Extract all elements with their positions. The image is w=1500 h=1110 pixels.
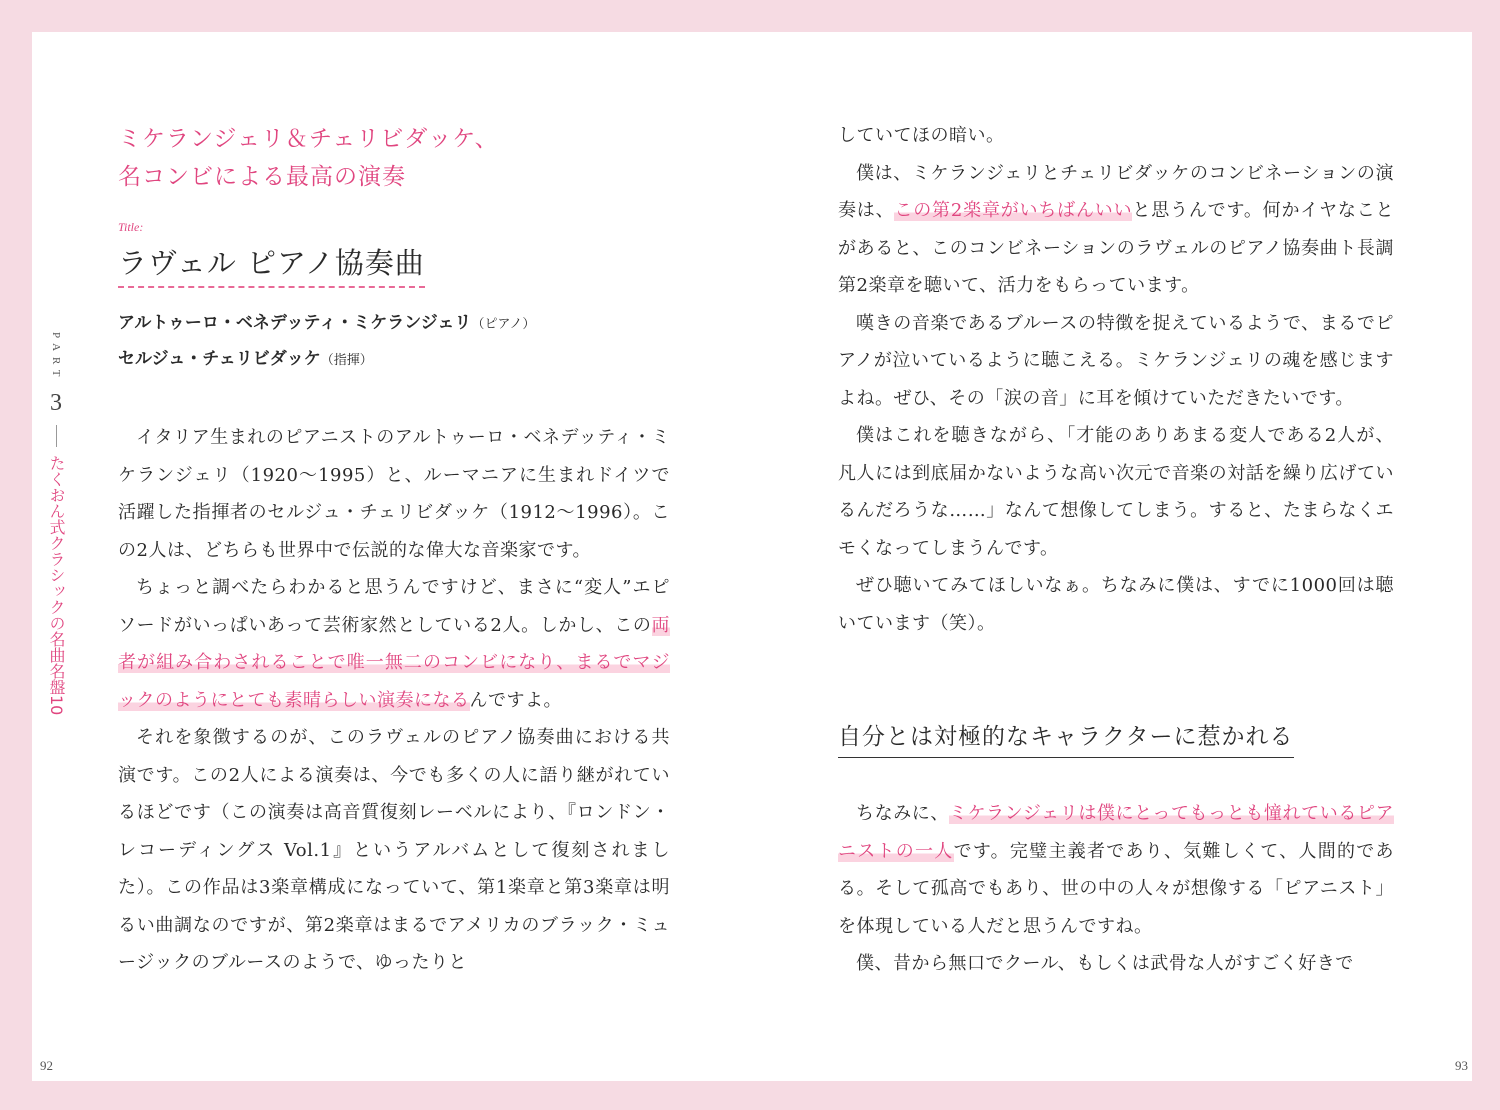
paragraph: ちなみに、ミケランジェリは僕にとってもっとも憧れているピアニストの一人です。完璧主義者であり、気難しくて、人間的である。そして孤高でもあり、世の中の人々が想像する「ピアニスト」を体現している人だと思うんですね。 — [838, 803, 1395, 937]
left-header — [118, 120, 678, 378]
artist-2-name: セルジュ・チェリビダッケ — [118, 349, 321, 369]
artist-1 — [118, 306, 678, 342]
artist-1-role: （ピアノ） — [471, 317, 536, 332]
lead-line-2: 名コンビによる最高の演奏 — [118, 164, 406, 190]
lead-heading — [118, 120, 678, 196]
paragraph: 僕は、ミケランジェリとチェリビダッケのコンビネーションの演奏は、この第2楽章がいちばんいいと思うんです。何かイヤなことがあると、このコンビネーションのラヴェルのピアノ協奏曲ト長調第2楽章を聴いて、活力をもらっています。 — [838, 162, 1395, 296]
artist-1-name: アルトゥーロ・ベネデッティ・ミケランジェリ — [118, 313, 472, 333]
part-number: 3 — [50, 390, 62, 417]
highlight: ミケランジェリは僕にとってもっとも憧れているピアニストの一人 — [838, 803, 1395, 862]
highlight: 両者が組み合わされることで唯一無二のコンビになり、まるでマジックのようにとても素晴らしい演奏になる — [118, 614, 670, 711]
title-label: Title: — [118, 220, 144, 234]
artist-credits — [118, 306, 678, 378]
part-label: PART — [50, 332, 62, 383]
paragraph: それを象徴するのが、このラヴェルのピアノ協奏曲における共演です。この2人による演奏は、今でも多くの人に語り継がれているほどです（この演奏は高音質復刻レーベルにより、『ロンドン・レコーディングス Vol.1』というアルバムとして復刻されました）。この作品は3楽章構成になっていて、第1楽章と第3楽章は明るい曲調なのですが、第2楽章はまるでアメリカのブラック・ミュージックのブルースのようで、ゆったりと — [118, 727, 670, 973]
paragraph: 僕はこれを聴きながら、「才能のありあまる変人である2人が、凡人には到底届かないような高い次元で音楽の対話を繰り広げているんだろうな……」なんて想像してしまう。すると、たまらなくエモくなってしまうんです。 — [838, 425, 1394, 559]
page-number-left: 92 — [40, 1058, 53, 1073]
paragraph: していてほの暗い。 — [838, 125, 1005, 146]
lead-line-1: ミケランジェリ＆チェリビダッケ、 — [118, 126, 499, 152]
left-body-text — [118, 419, 670, 982]
series-title: たくおん式クラシックの名曲名盤10 — [47, 455, 66, 716]
section-heading: 自分とは対極的なキャラクターに惹かれる — [838, 718, 1294, 758]
right-body-text — [838, 117, 1394, 642]
paragraph: ぜひ聴いてみてほしいなぁ。ちなみに僕は、すでに1000回は聴いています（笑）。 — [838, 575, 1394, 634]
paragraph: ちょっと調べたらわかると思うんですけど、まさに“変人”エピソードがいっぱいあって芸術家然としている2人。しかし、この両者が組み合わされることで唯一無二のコンビになり、まるでマジックのようにとても素晴らしい演奏になるんですよ。 — [118, 577, 670, 711]
right-body-text-2 — [838, 795, 1394, 983]
paragraph: 嘆きの音楽であるブルースの特徴を捉えているようで、まるでピアノが泣いているように聴こえる。ミケランジェリの魂を感じますよね。ぜひ、その「涙の音」に耳を傾けていただきたいです。 — [838, 312, 1394, 409]
page-number-right: 93 — [1455, 1058, 1468, 1073]
artist-2-role: （指揮） — [320, 353, 373, 368]
work-title: ラヴェル ピアノ協奏曲 — [118, 241, 425, 288]
paragraph: 僕、昔から無口でクール、もしくは武骨な人がすごく好きで — [856, 953, 1354, 974]
highlight: この第2楽章がいちばんいい — [894, 200, 1133, 221]
spine-divider — [56, 425, 57, 447]
artist-2 — [118, 342, 678, 378]
chapter-spine — [44, 332, 68, 716]
paragraph: イタリア生まれのピアニストのアルトゥーロ・ベネデッティ・ミケランジェリ（1920〜1995）と、ルーマニアに生まれドイツで活躍した指揮者のセルジュ・チェリビダッケ（1912〜1996）。この2人は、どちらも世界中で伝説的な偉大な音楽家です。 — [118, 427, 670, 561]
